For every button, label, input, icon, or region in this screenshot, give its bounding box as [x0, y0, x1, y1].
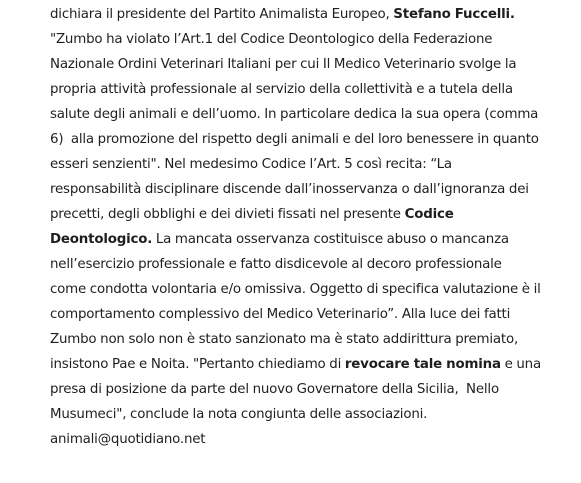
- text-segment: salute degli animali e dell’uomo. In particolare dedica la sua opera (comma: [50, 107, 539, 122]
- bold-text: Codice: [404, 207, 454, 222]
- text-line: [50, 202, 570, 227]
- text-segment: Musumeci", conclude la nota congiunta delle associazioni.: [50, 407, 428, 422]
- email-line: [50, 427, 570, 452]
- text-segment: insistono Pae e Noita. "Pertanto chiediamo di: [50, 357, 345, 372]
- text-segment: Nazionale Ordini Veterinari Italiani per cui Il Medico Veterinario svolge la: [50, 57, 517, 72]
- text-line: [50, 152, 570, 177]
- text-segment: La mancata osservanza costituisce abuso o mancanza: [152, 232, 509, 247]
- text-line: [50, 402, 570, 427]
- author-email-link[interactable]: animali@quotidiano.net: [50, 432, 206, 447]
- article-text: [50, 2, 570, 427]
- bold-text: revocare tale nomina: [344, 357, 501, 372]
- text-segment: nell’esercizio professionale e fatto disdicevole al decoro professionale: [50, 257, 502, 272]
- text-segment: e una: [500, 357, 541, 372]
- text-segment: 6) alla promozione del rispetto degli animali e del loro benessere in quanto: [50, 132, 539, 147]
- text-segment: come condotta volontaria e/o omissiva. Oggetto di specifica valutazione è il: [50, 282, 541, 297]
- text-segment: precetti, degli obblighi e dei divieti fissati nel presente: [50, 207, 405, 222]
- bold-text: Deontologico.: [50, 232, 153, 247]
- text-segment: "Zumbo ha violato l’Art.1 del Codice Deontologico della Federazione: [50, 32, 493, 47]
- text-line: [50, 27, 570, 52]
- text-line: [50, 377, 570, 402]
- text-line: [50, 327, 570, 352]
- text-segment: esseri senzienti". Nel medesimo Codice l’Art. 5 così recita: “La: [50, 157, 452, 172]
- text-line: [50, 102, 570, 127]
- article-body: [50, 2, 570, 452]
- text-segment: presa di posizione da parte del nuovo Governatore della Sicilia, Nello: [50, 382, 499, 397]
- text-line: [50, 227, 570, 252]
- text-line: [50, 127, 570, 152]
- text-line: [50, 352, 570, 377]
- text-line: [50, 252, 570, 277]
- text-line: [50, 277, 570, 302]
- text-line: [50, 2, 570, 27]
- text-segment: comportamento complessivo del Medico Veterinario”. Alla luce dei fatti: [50, 307, 511, 322]
- text-line: [50, 302, 570, 327]
- text-line: [50, 77, 570, 102]
- text-line: [50, 52, 570, 77]
- text-segment: propria attività professionale al servizio della collettività e a tutela della: [50, 82, 513, 97]
- text-segment: dichiara il presidente del Partito Animalista Europeo,: [50, 7, 394, 22]
- text-segment: responsabilità disciplinare discende dall’inosservanza o dall’ignoranza dei: [50, 182, 529, 197]
- text-line: [50, 177, 570, 202]
- bold-text: Stefano Fuccelli.: [393, 7, 515, 22]
- text-segment: Zumbo non solo non è stato sanzionato ma è stato addirittura premiato,: [50, 332, 519, 347]
